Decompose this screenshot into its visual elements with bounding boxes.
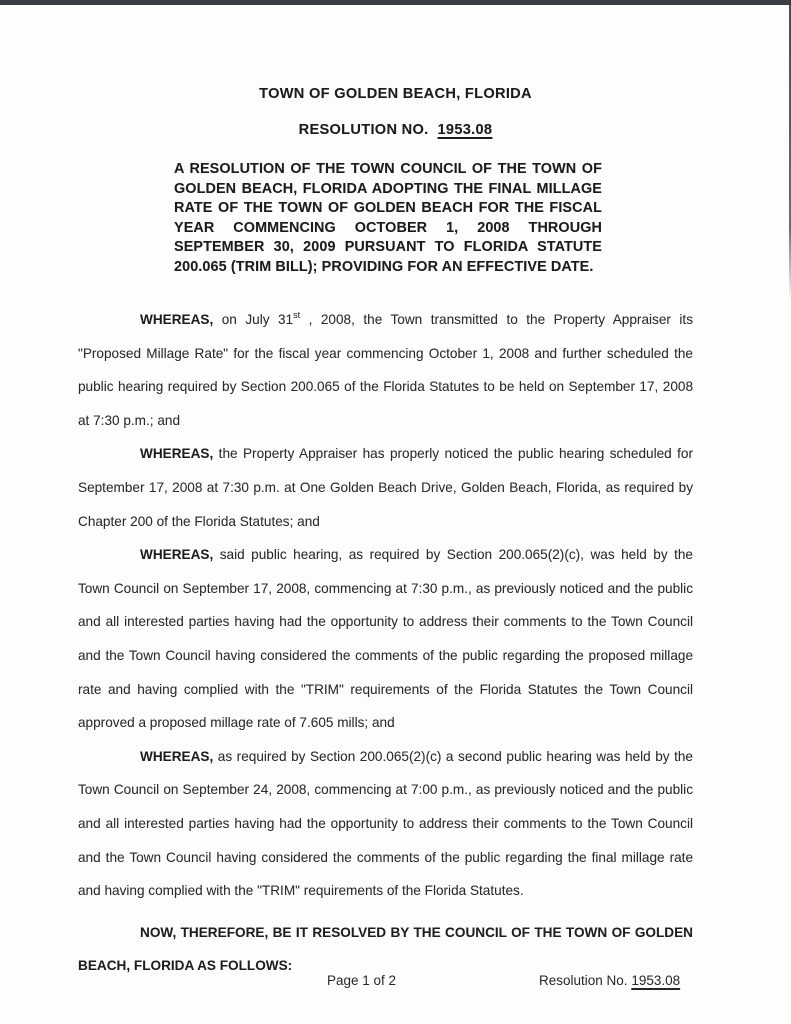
footer-resolution-label: Resolution No. <box>539 973 628 988</box>
whereas-paragraph-4 <box>78 740 693 908</box>
page-number: Page 1 of 2 <box>327 973 397 988</box>
whereas-lead-2: WHEREAS, <box>140 446 214 462</box>
whereas-lead-1: WHEREAS, <box>140 312 214 327</box>
resolution-heading-label: RESOLUTION NO. <box>298 122 429 138</box>
whereas-lead-4: WHEREAS, <box>140 748 214 764</box>
whereas-paragraph-2 <box>78 437 693 538</box>
whereas-3-text: said public hearing, as required by Section 200.065(2)(c), was held by the Town Council on September 17, 2008, commencing at 7:30 p.m., as previously noticed and the public and all interested parties having had the opportunity to address their comments to the Town Council and the Town Council having considered the comments of the public regarding the proposed millage rate and having complied with the "TRIM" requirements of the Florida Statutes the Town Council approved a proposed millage rate of 7.605 mills; and <box>78 547 693 731</box>
footer-resolution-number: 1953.08 <box>631 973 681 988</box>
whereas-paragraph-3 <box>78 538 693 740</box>
whereas-paragraph-1 <box>78 303 693 437</box>
resolution-heading <box>0 122 791 138</box>
resolved-clause-lead: NOW, THEREFORE, <box>140 924 269 940</box>
document-title: TOWN OF GOLDEN BEACH, FLORIDA <box>259 86 532 102</box>
whereas-4-text: as required by Section 200.065(2)(c) a second public hearing was held by the Town Council on September 24, 2008, commencing at 7:00 p.m., as previously noticed and the public and all interested parties having had the opportunity to address their comments to the Town Council and the Town Council having considered the comments of the public regarding the final millage rate and having complied with the "TRIM" requirements of the Florida Statutes. <box>78 748 693 899</box>
resolved-clause-text: BE IT RESOLVED BY THE COUNCIL OF THE TOWN OF GOLDEN BEACH, FLORIDA AS FOLLOWS: <box>78 924 693 974</box>
document-body <box>78 303 693 983</box>
whereas-1-text-before-superscript: on July 31 <box>213 312 294 327</box>
whereas-lead-3: WHEREAS, <box>140 547 214 563</box>
whereas-1-text-after-superscript: , 2008, the Town transmitted to the Property Appraiser its "Proposed Millage Rate" for the fiscal year commencing October 1, 2008 and further scheduled the public hearing required by Section 200.065 of the Florida Statutes to be held on September 17, 2008 at 7:30 p.m.; and <box>78 312 693 428</box>
footer-resolution-ref <box>539 973 680 988</box>
scan-edge-top <box>0 0 791 5</box>
resolution-summary-clause: A RESOLUTION OF THE TOWN COUNCIL OF THE TOWN OF GOLDEN BEACH, FLORIDA ADOPTING THE FINAL MILLAGE RATE OF THE TOWN OF GOLDEN BEACH FOR THE FISCAL YEAR COMMENCING OCTOBER 1, 2008 THROUGH SEPTEMBER 30, 2009 PURSUANT TO FLORIDA STATUTE 200.065 (TRIM BILL); PROVIDING FOR AN EFFECTIVE DATE. <box>174 161 602 275</box>
ordinal-superscript: st <box>293 310 301 320</box>
resolution-heading-number: 1953.08 <box>437 122 493 138</box>
whereas-2-text: the Property Appraiser has properly noticed the public hearing scheduled for September 17, 2008 at 7:30 p.m. at One Golden Beach Drive, Golden Beach, Florida, as required by Chapter 200 of the Florida Statutes; and <box>78 446 693 529</box>
page-footer <box>0 973 791 993</box>
